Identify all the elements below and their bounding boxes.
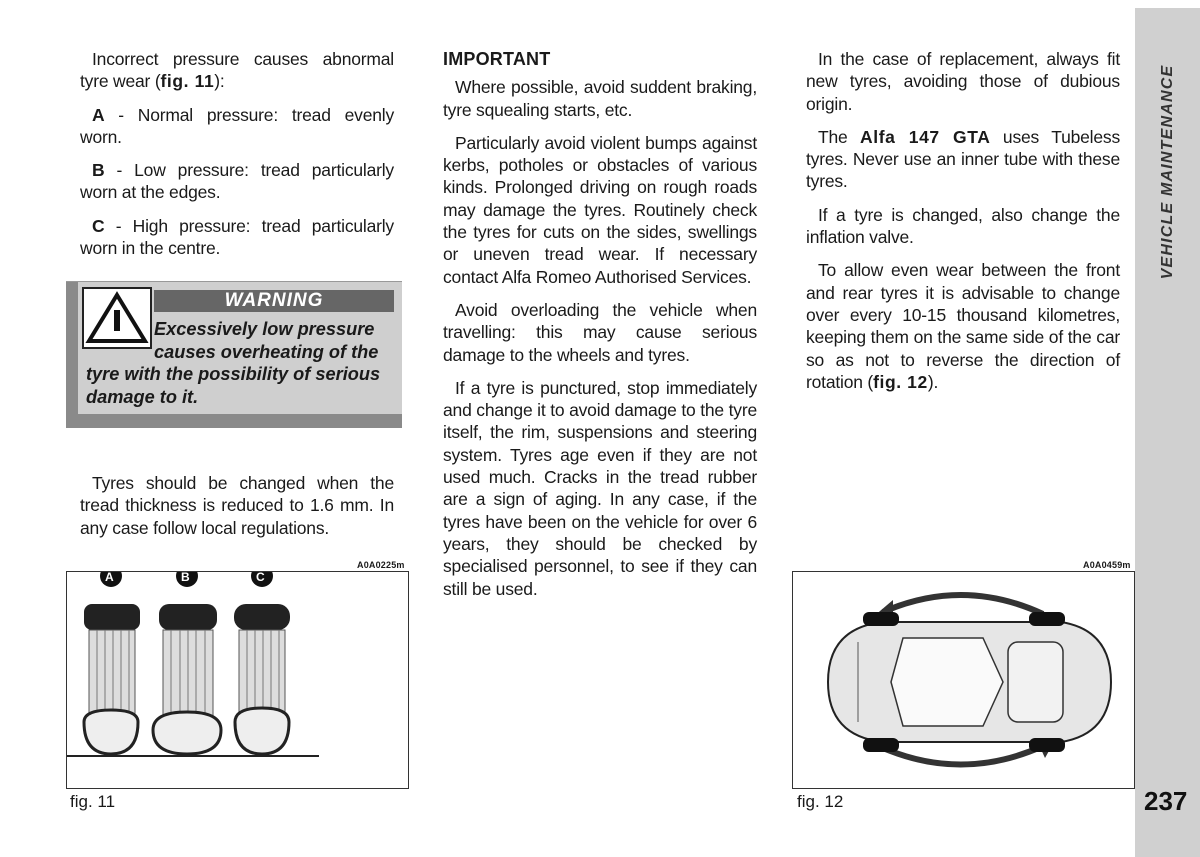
paragraph-rotation: To allow even wear between the front and rear tyres it is advisable to change over every 10-15 thousand kilometres, keeping them on the same side of the car so as not to reverse the direction of rotation (fig. 12). <box>806 260 1120 392</box>
paragraph-pressure-intro: Incorrect pressure causes abnormal tyre wear (fig. 11): <box>80 49 394 92</box>
figure-11-caption: fig. 11 <box>70 792 116 811</box>
paragraph-tubeless: The Alfa 147 GTA uses Tubeless tyres. Never use an inner tube with these tyres. <box>806 126 1121 192</box>
page-number: 237 <box>1144 786 1188 816</box>
section-tab-label: VEHICLE MAINTENANCE <box>1159 64 1176 280</box>
important-heading: IMPORTANT <box>443 49 551 69</box>
tyre-sections-illustration <box>67 572 408 788</box>
figure-code: A0A0459m <box>1083 560 1131 570</box>
paragraph-bumps: Particularly avoid violent bumps against kerbs, potholes or obstacles of various kinds. Prolonged driving on rough roads may damage the tyres. Routinely check the tyres for cuts on the sides, swellings or uneven tread wear. If necessary contact Alfa Romeo Authorised Services. <box>443 132 757 287</box>
label-a: A <box>105 572 114 584</box>
text-column-1-lower <box>80 472 394 550</box>
item-a: A - Normal pressure: tread evenly worn. <box>80 104 394 147</box>
fig-reference: fig. 11 <box>160 71 215 92</box>
figure-12-tyre-rotation <box>792 571 1135 789</box>
warning-box <box>66 281 402 428</box>
paragraph-overloading: Avoid overloading the vehicle when travelling: this may cause serious damage to the wheels and tyres. <box>443 299 757 365</box>
warning-title: WARNING <box>154 290 394 312</box>
text-column-3 <box>806 48 1120 404</box>
paragraph-braking: Where possible, avoid suddent braking, tyre squealing starts, etc. <box>443 77 757 120</box>
model-name: Alfa 147 GTA <box>860 126 991 147</box>
text-column-1 <box>80 48 394 270</box>
paragraph-valve: If a tyre is changed, also change the inflation valve. <box>806 204 1120 248</box>
figure-code: A0A0225m <box>357 560 405 570</box>
fig-reference: fig. 12 <box>873 371 928 392</box>
item-b: B - Low pressure: tread particularly worn at the edges. <box>80 160 394 203</box>
paragraph-tyre-change: Tyres should be changed when the tread thickness is reduced to 1.6 mm. In any case follow local regulations. <box>80 473 394 538</box>
item-c: C - High pressure: tread particularly worn in the centre. <box>80 215 394 259</box>
car-top-view-illustration <box>793 572 1134 788</box>
warning-text: Excessively low pressure causes overheating of the tyre with the possibility of serious damage to it. <box>86 319 381 407</box>
label-b: B <box>181 572 190 584</box>
figure-12-caption: fig. 12 <box>797 792 844 811</box>
paragraph-puncture: If a tyre is punctured, stop immediately and change it to avoid damage to the tyre itself, the rim, suspensions and steering system. Tyres age even if they are not used much. Cracks in the tread rubber are a sign of aging. In any case, if the tyres have been on the vehicle for over 6 years, they should be checked by specialised personnel, to see if they can still be used. <box>443 377 757 599</box>
label-c: C <box>256 572 265 584</box>
paragraph-replacement: In the case of replacement, always fit new tyres, avoiding those of dubious origin. <box>806 49 1120 114</box>
figure-11-tyre-wear <box>66 571 409 789</box>
text-column-2 <box>443 48 757 611</box>
